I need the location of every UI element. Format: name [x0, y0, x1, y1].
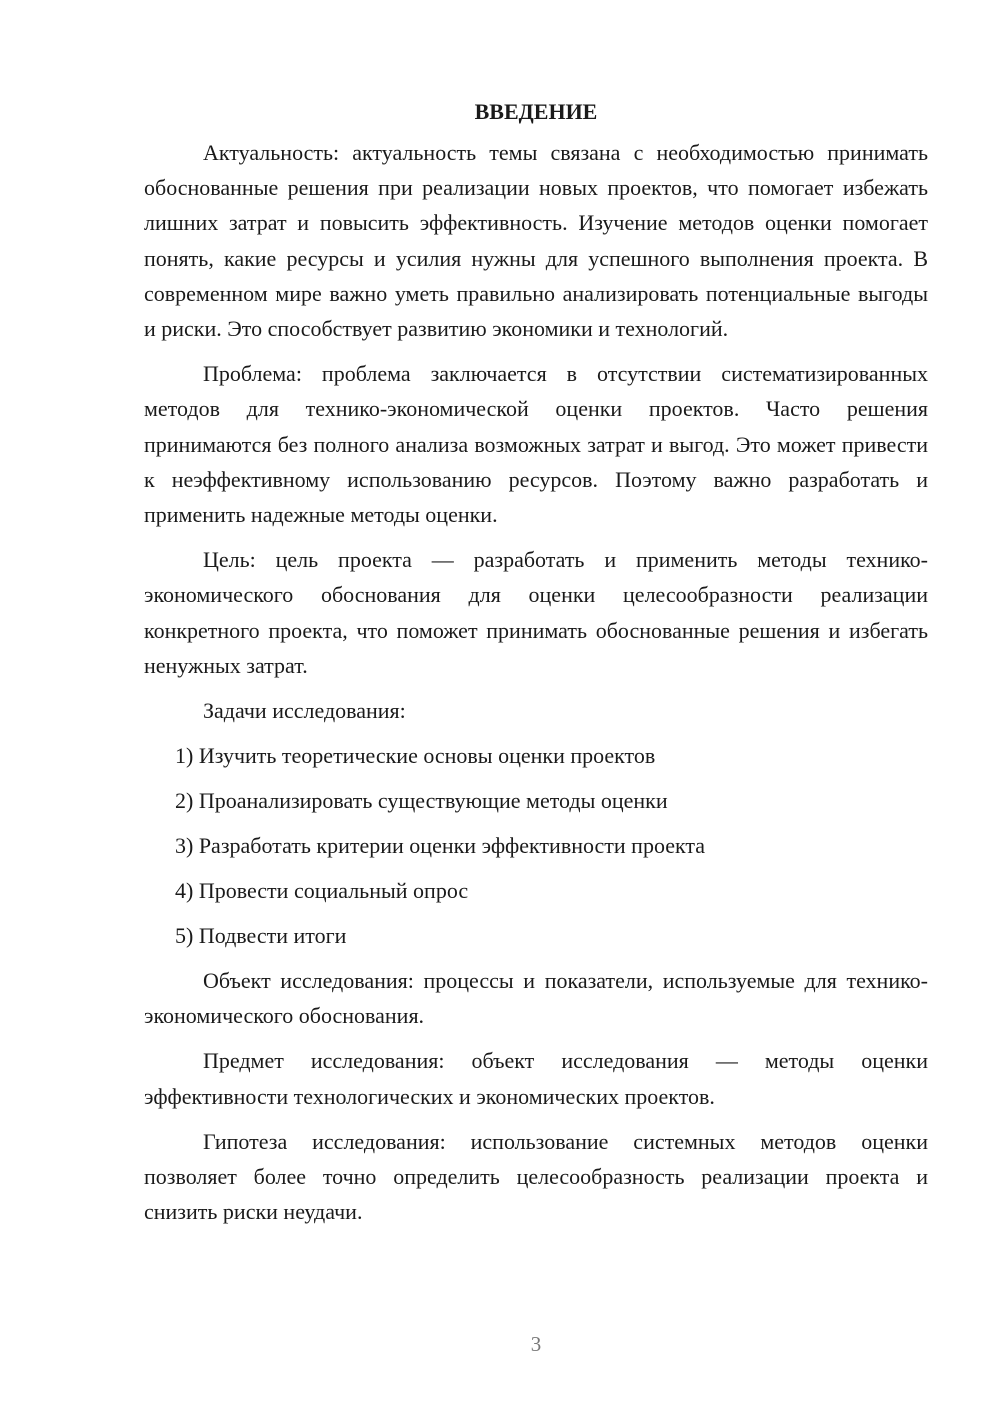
page-number: 3: [530, 1332, 542, 1356]
task-item: 2) Проанализировать существующие методы оценки: [175, 788, 668, 814]
task-item: 5) Подвести итоги: [175, 923, 347, 949]
task-item: 4) Провести социальный опрос: [175, 878, 469, 904]
paragraph-relevance: Актуальность: актуальность темы связана с необходимостью принимать обоснованные решения при реализации новых проектов, что помогает избежать лишних затрат и повысить эффективность. Изучение методов оценки помогает понять, какие ресурсы и усилия нужны для успешного выполнения проекта. В современном мире важно уметь правильно анализировать потенциальные выгоды и риски. Это способствует развитию экономики и технологий.: [144, 140, 928, 342]
page-content: [144, 94, 928, 1239]
task-item: 1) Изучить теоретические основы оценки проектов: [175, 743, 656, 769]
paragraph-hypothesis: Гипотеза исследования: использование системных методов оценки позволяет более точно определить целесообразность реализации проекта и снизить риски неудачи.: [144, 1128, 928, 1225]
section-heading: ВВЕДЕНИЕ: [474, 99, 598, 124]
paragraph-subject: Предмет исследования: объект исследования — методы оценки эффективности технологических и экономических проектов.: [144, 1048, 928, 1109]
tasks-list: [144, 738, 928, 953]
paragraph-object: Объект исследования: процессы и показатели, используемые для технико-экономического обоснования.: [144, 968, 928, 1029]
task-item: 3) Разработать критерии оценки эффективности проекта: [175, 833, 706, 859]
paragraph-problem: Проблема: проблема заключается в отсутствии систематизированных методов для технико-экономической оценки проектов. Часто решения принимаются без полного анализа возможных затрат и выгод. Это может привести к неэффективному использованию ресурсов. Поэтому важно разработать и применить надежные методы оценки.: [144, 361, 928, 528]
tasks-title: Задачи исследования:: [203, 698, 406, 724]
paragraph-goal: Цель: цель проекта — разработать и применить методы технико-экономического обоснования для оценки целесообразности реализации конкретного проекта, что поможет принимать обоснованные решения и избегать ненужных затрат.: [144, 547, 928, 678]
